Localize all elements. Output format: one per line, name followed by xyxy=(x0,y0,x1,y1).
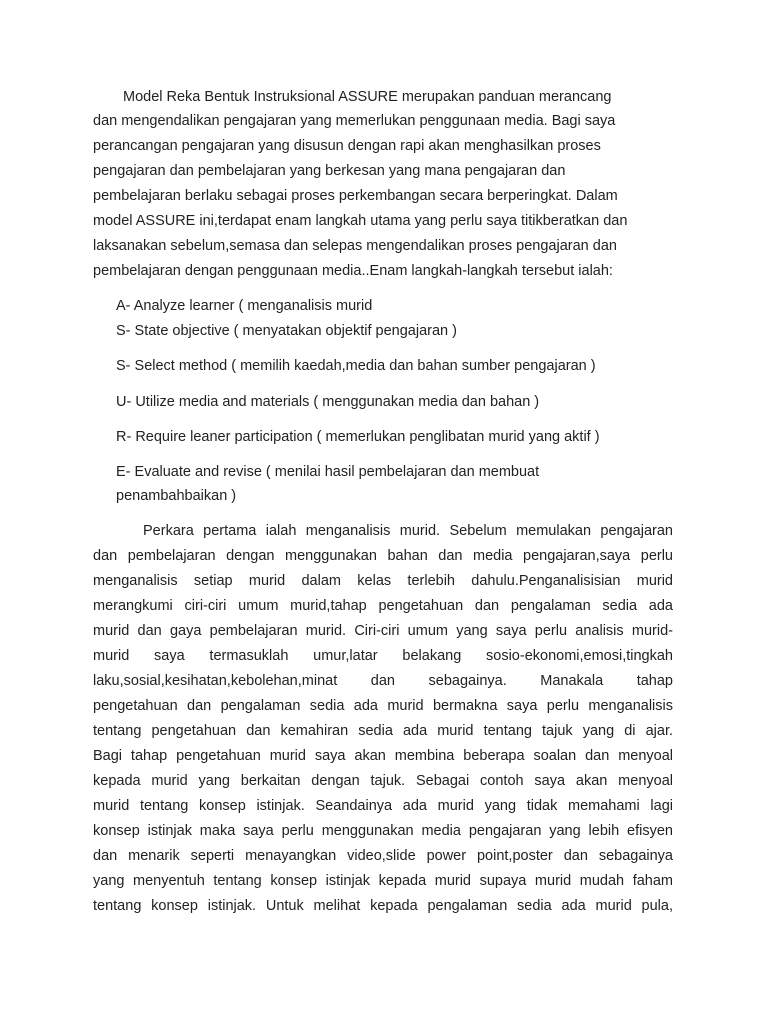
paragraph-line: murid dan gaya pembelajaran murid. Ciri-ciri umum yang saya perlu analisis murid- xyxy=(93,623,673,639)
paragraph-line: yang menyentuh tentang konsep istinjak kepada murid supaya murid mudah faham xyxy=(93,873,673,889)
paragraph-line: dan mengendalikan pengajaran yang memerlukan penggunaan media. Bagi saya xyxy=(93,113,616,129)
paragraph-line: merangkumi ciri-ciri umum murid,tahap pengetahuan dan pengalaman sedia ada xyxy=(93,598,673,614)
paragraph-line: kepada murid yang berkaitan dengan tajuk. Sebagai contoh saya akan menyoal xyxy=(93,773,673,789)
paragraph-line: Model Reka Bentuk Instruksional ASSURE merupakan panduan merancang xyxy=(123,89,612,105)
paragraph-line: murid saya termasuklah umur,latar belakang sosio-ekonomi,emosi,tingkah xyxy=(93,648,673,664)
list-item: R- Require leaner participation ( memerlukan penglibatan murid yang aktif ) xyxy=(116,429,600,445)
list-item: S- State objective ( menyatakan objektif pengajaran ) xyxy=(116,323,457,339)
list-item: E- Evaluate and revise ( menilai hasil pembelajaran dan membuat xyxy=(116,464,540,480)
list-item: A- Analyze learner ( menganalisis murid xyxy=(116,298,373,314)
list-item: U- Utilize media and materials ( menggunakan media dan bahan ) xyxy=(116,394,540,410)
paragraph-line: murid tentang konsep istinjak. Seandainya ada murid yang tidak memahami lagi xyxy=(93,798,673,814)
paragraph-line: laku,sosial,kesihatan,kebolehan,minat dan sebagainya. Manakala tahap xyxy=(93,673,673,689)
paragraph-line: pembelajaran dengan penggunaan media..Enam langkah-langkah tersebut ialah: xyxy=(93,263,613,279)
list-item: S- Select method ( memilih kaedah,media dan bahan sumber pengajaran ) xyxy=(116,358,596,374)
paragraph-line: Bagi tahap pengetahuan murid saya akan membina beberapa soalan dan menyoal xyxy=(93,748,673,764)
paragraph-line: Perkara pertama ialah menganalisis murid. Sebelum memulakan pengajaran xyxy=(143,523,673,539)
paragraph-line: dan pembelajaran dengan menggunakan bahan dan media pengajaran,saya perlu xyxy=(93,548,673,564)
paragraph-line: konsep istinjak maka saya perlu menggunakan media pengajaran yang lebih efisyen xyxy=(93,823,673,839)
paragraph-line: model ASSURE ini,terdapat enam langkah utama yang perlu saya titikberatkan dan xyxy=(93,213,628,229)
paragraph-line: pengetahuan dan pengalaman sedia ada murid bermakna saya perlu menganalisis xyxy=(93,698,673,714)
paragraph-line: pembelajaran berlaku sebagai proses perkembangan secara berperingkat. Dalam xyxy=(93,188,618,204)
paragraph-line: dan menarik seperti menayangkan video,slide power point,poster dan sebagainya xyxy=(93,848,673,864)
list-item: penambahbaikan ) xyxy=(116,488,237,504)
paragraph-line: tentang konsep istinjak. Untuk melihat kepada pengalaman sedia ada murid pula, xyxy=(93,898,673,914)
paragraph-line: tentang pengetahuan dan kemahiran sedia ada murid tentang tajuk yang di ajar. xyxy=(93,723,673,739)
paragraph-line: perancangan pengajaran yang disusun dengan rapi akan menghasilkan proses xyxy=(93,138,601,154)
paragraph-line: menganalisis setiap murid dalam kelas terlebih dahulu.Penganalisisian murid xyxy=(93,573,673,589)
paragraph-line: laksanakan sebelum,semasa dan selepas mengendalikan proses pengajaran dan xyxy=(93,238,617,254)
paragraph-line: pengajaran dan pembelajaran yang berkesan yang mana pengajaran dan xyxy=(93,163,566,179)
